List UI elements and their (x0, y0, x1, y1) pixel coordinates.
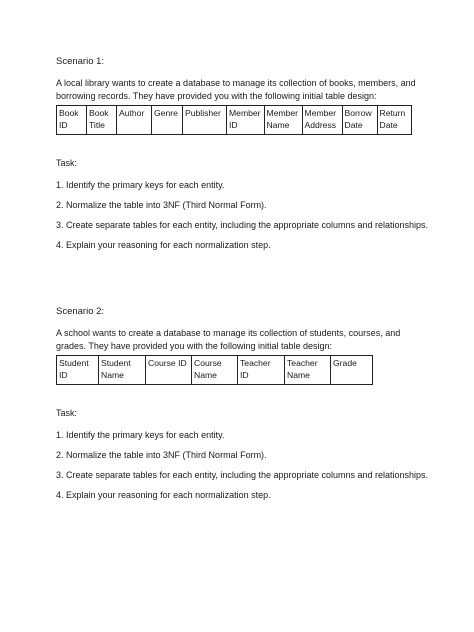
cell-line: ID (59, 370, 68, 380)
scenario-1-heading: Scenario 1: (56, 56, 105, 67)
cell-line: Course ID (148, 358, 187, 368)
cell-line: Author (119, 108, 145, 118)
list-item: 3. Create separate tables for each entity, including the appropriate columns and relationships. (56, 470, 429, 480)
scenario-2-task-block (56, 407, 429, 501)
cell-line: Name (194, 370, 217, 380)
table-cell (152, 106, 183, 135)
table-row (57, 106, 412, 135)
table-row (57, 356, 373, 385)
scenario-2-heading: Scenario 2: (56, 306, 105, 317)
cell-line: Member (229, 108, 261, 118)
cell-line: Address (304, 120, 337, 130)
cell-line: Name (266, 120, 290, 130)
table-cell (117, 106, 152, 135)
scenario-2-section (56, 306, 429, 509)
cell-line: Member (304, 108, 337, 118)
table-cell (183, 106, 227, 135)
table-cell (377, 106, 411, 135)
cell-line: Title (89, 120, 105, 130)
list-item: 4. Explain your reasoning for each normalization step. (56, 490, 271, 500)
cell-line: ID (59, 120, 68, 130)
list-item: 2. Normalize the table into 3NF (Third Normal Form). (56, 200, 267, 210)
list-item: 1. Identify the primary keys for each entity. (56, 180, 225, 190)
list-item: 3. Create separate tables for each entity, including the appropriate columns and relationships. (56, 220, 429, 230)
cell-line: Course (194, 358, 222, 368)
table-cell (342, 106, 377, 135)
cell-line: ID (240, 370, 249, 380)
scenario-2-task-title: Task: (56, 408, 78, 418)
table-cell (192, 356, 238, 385)
cell-line: Book (89, 108, 109, 118)
cell-line: Student (101, 358, 131, 368)
cell-line: Name (287, 370, 310, 380)
table-cell (57, 356, 99, 385)
scenario-1-task-title: Task: (56, 158, 78, 168)
cell-line: Publisher (185, 108, 221, 118)
scenario-1-task-list (56, 179, 429, 251)
scenario-1-table (56, 105, 412, 135)
cell-line: ID (229, 120, 238, 130)
table-cell (285, 356, 331, 385)
cell-line: Name (101, 370, 124, 380)
list-item: 1. Identify the primary keys for each entity. (56, 430, 225, 440)
cell-line: Date (344, 120, 363, 130)
table-cell (146, 356, 192, 385)
scenario-1-description: A local library wants to create a database to manage its collection of books, members, and borrowing records. They have provided you with the following initial table design: (56, 78, 416, 101)
list-item: 2. Normalize the table into 3NF (Third Normal Form). (56, 450, 267, 460)
cell-line: Genre (154, 108, 178, 118)
table-cell (99, 356, 146, 385)
cell-line: Book (59, 108, 79, 118)
cell-line: Grade (333, 358, 357, 368)
cell-line: Teacher (287, 358, 318, 368)
table-cell (87, 106, 117, 135)
scenario-1-section (56, 56, 429, 259)
table-cell (264, 106, 302, 135)
cell-line: Member (266, 108, 299, 118)
scenario-2-task-list (56, 429, 429, 501)
table-cell (227, 106, 265, 135)
table-cell (238, 356, 285, 385)
cell-line: Date (379, 120, 398, 130)
scenario-2-table (56, 355, 373, 385)
scenario-1-task-block (56, 157, 429, 251)
table-cell (302, 106, 342, 135)
list-item: 4. Explain your reasoning for each normalization step. (56, 240, 271, 250)
scenario-2-description: A school wants to create a database to manage its collection of students, courses, and grades. They have provided you with the following initial table design: (56, 328, 401, 351)
table-cell (331, 356, 373, 385)
table-cell (57, 106, 87, 135)
cell-line: Return (379, 108, 406, 118)
cell-line: Student (59, 358, 89, 368)
cell-line: Borrow (344, 108, 372, 118)
cell-line: Teacher (240, 358, 271, 368)
